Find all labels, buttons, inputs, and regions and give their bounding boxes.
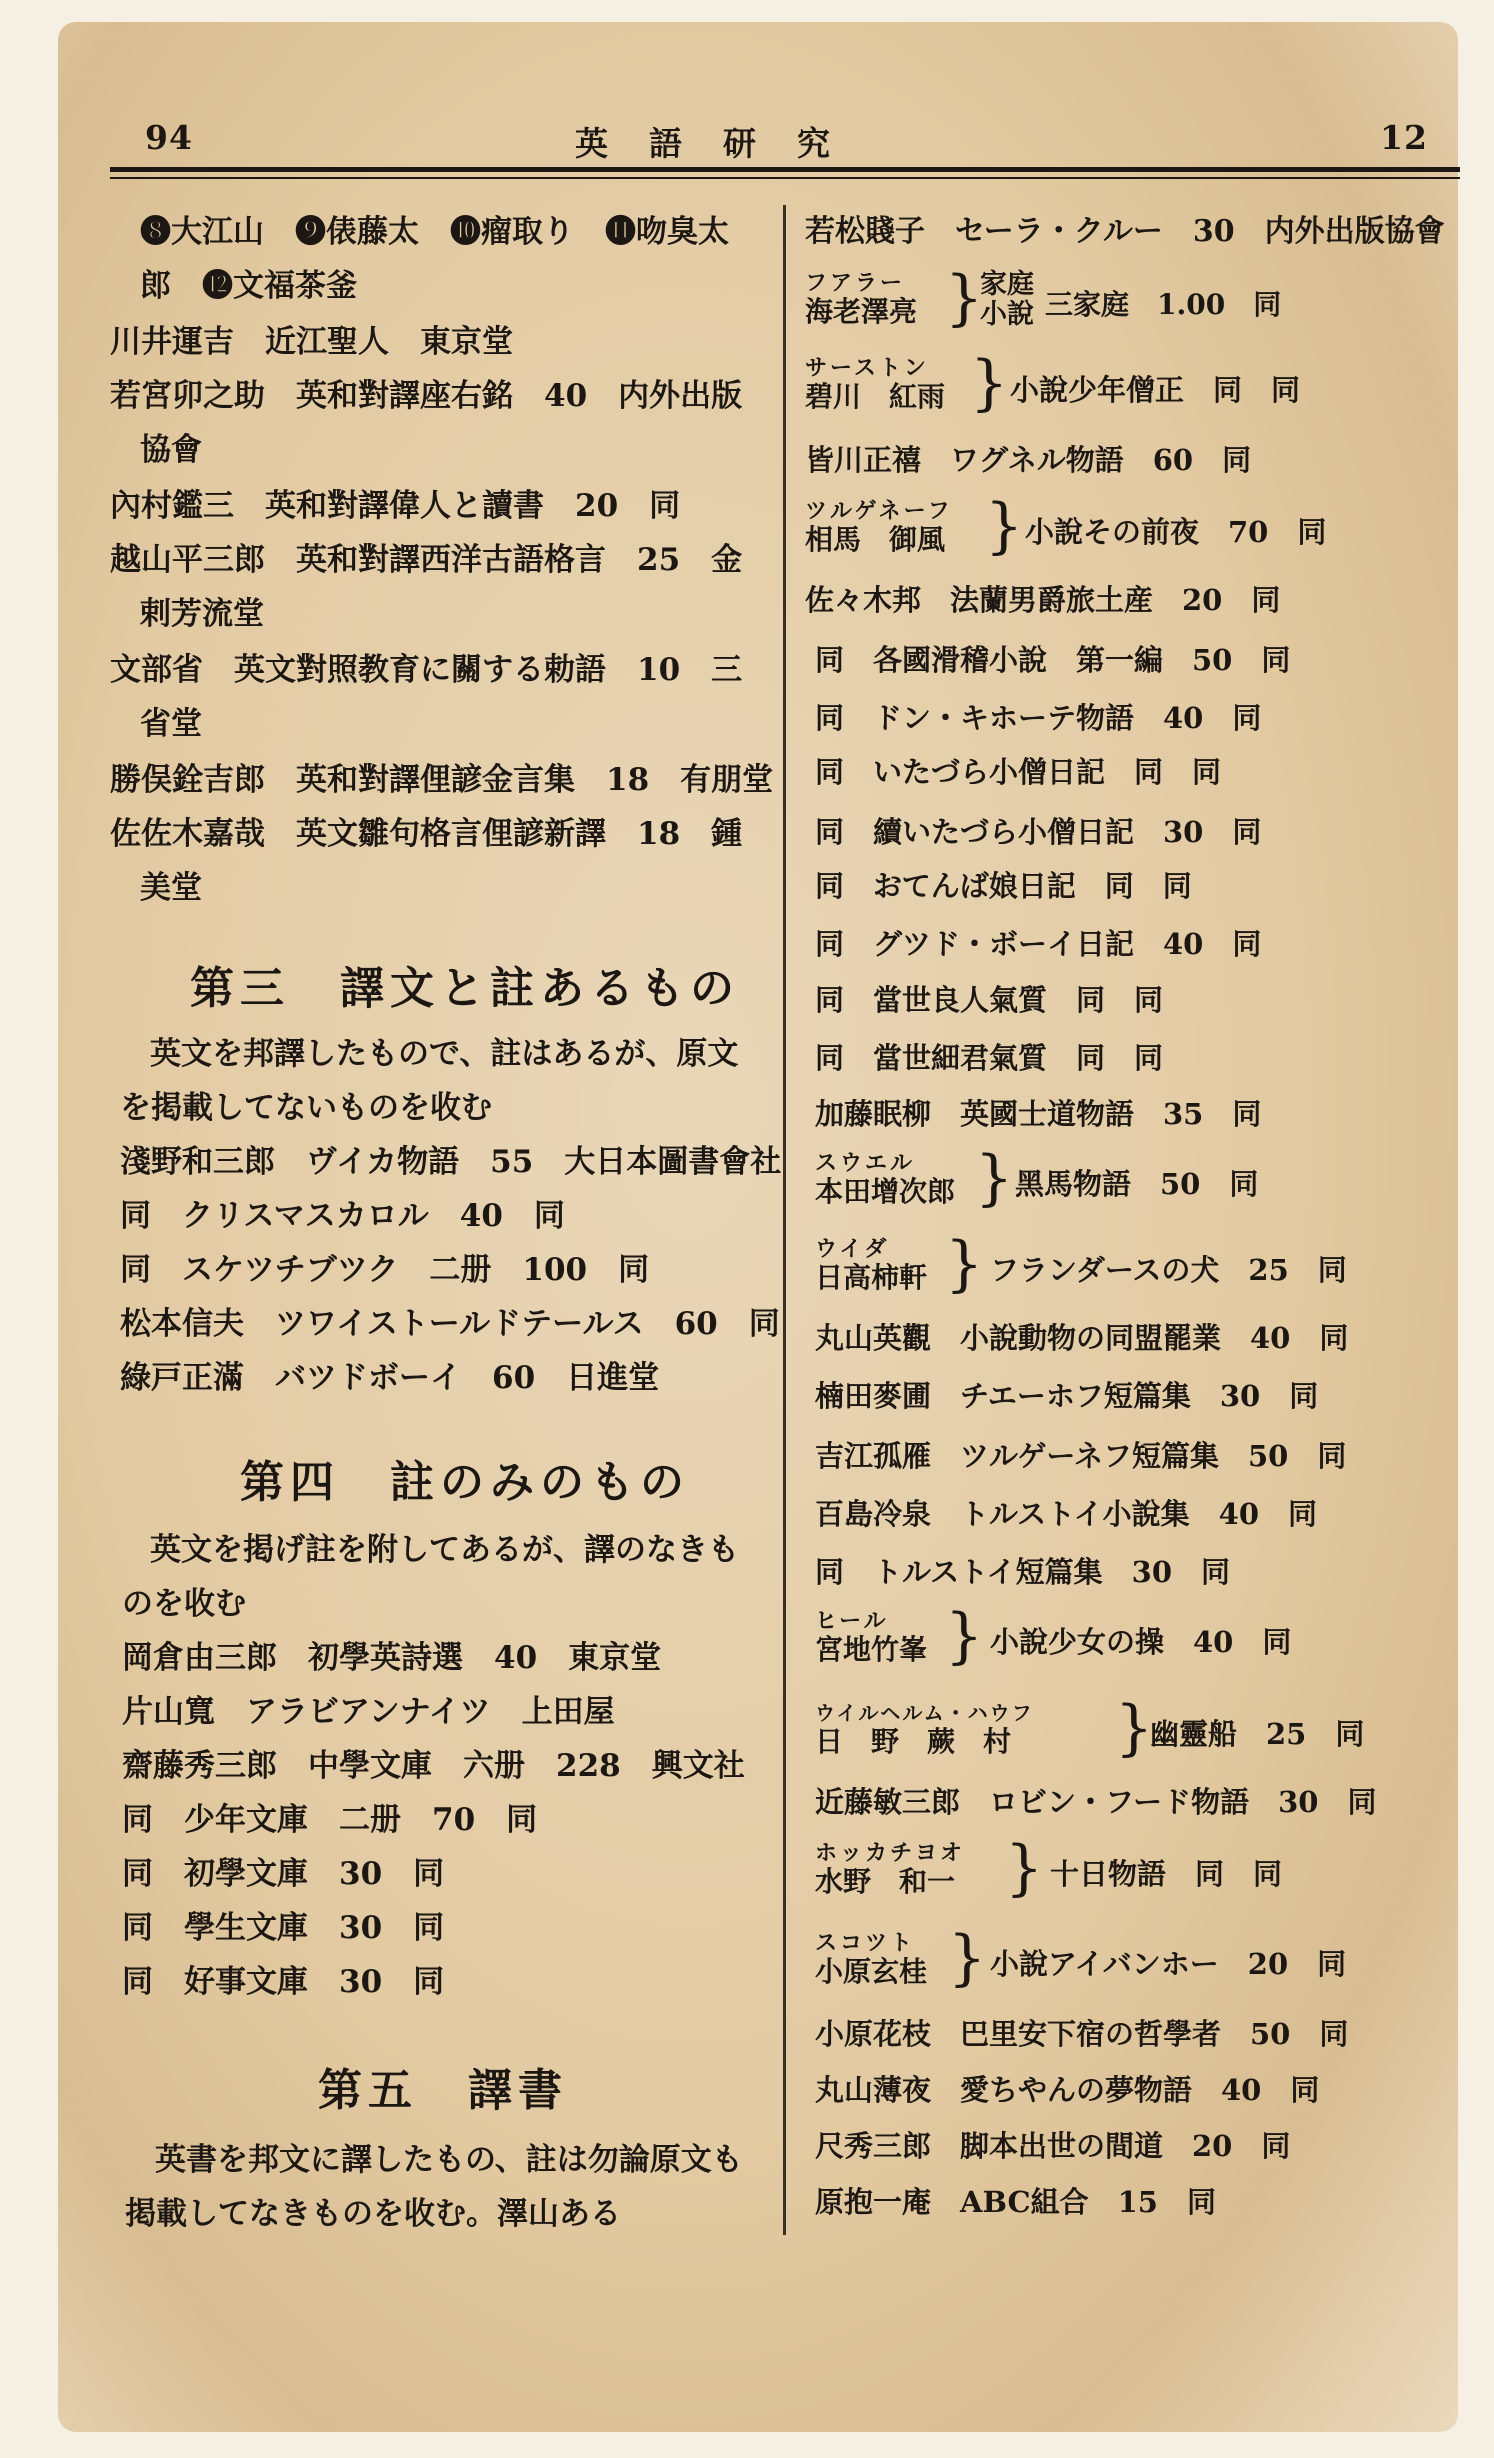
entry: 楠田麥圃 チエーホフ短篇集 30 同	[815, 1379, 1319, 1413]
entry: 片山寬 アラビアンナイツ 上田屋	[122, 1694, 615, 1730]
genre-stack	[980, 270, 1034, 330]
entry-rest: 幽靈船 25 同	[1150, 1717, 1365, 1751]
author-kana: ウイルヘルム・ハウフ	[815, 1701, 1034, 1725]
entry: 勝俣銓吉郎 英和對譯俚諺金言集 18 有朋堂	[110, 762, 774, 798]
translator: 宮地竹峯	[815, 1633, 928, 1666]
brace: }	[945, 1229, 984, 1299]
column-divider	[783, 205, 786, 2235]
translator: 日 野 蕨 村	[815, 1725, 1012, 1758]
entry: 同 續いたづら小僧日記 30 同	[815, 815, 1262, 849]
entry: 同 トルストイ短篇集 30 同	[815, 1555, 1231, 1589]
entry: 綠戸正滿 バツドボーイ 60 日進堂	[120, 1360, 660, 1396]
header-rule-thin	[110, 177, 1460, 179]
entry-cont: 剌芳流堂	[140, 596, 264, 632]
running-header	[0, 0, 1494, 200]
entry-translator-pair	[805, 355, 945, 413]
entry: 川井運吉 近江聖人 東京堂	[110, 324, 513, 360]
brace: }	[970, 348, 1009, 418]
entry: 同 當世細君氣質 同 同	[815, 1041, 1164, 1075]
entry: 吉江孤雁 ツルゲーネフ短篇集 50 同	[815, 1439, 1347, 1473]
entry: 同 スケツチブツク 二册 100 同	[120, 1252, 650, 1288]
section-5-description: 英書を邦文に譯したもの、註は勿論原文も	[155, 2142, 743, 2178]
translator: 小原玄桂	[815, 1955, 928, 1988]
translator: 水野 和一	[815, 1865, 956, 1898]
entry-translator-pair	[815, 1840, 965, 1898]
entry-rest: 小說アイバンホー 20 同	[990, 1947, 1347, 1981]
brace: }	[945, 1601, 984, 1671]
section-3-description: 英文を邦譯したもので、註はあるが、原文	[150, 1036, 739, 1072]
section-4-description: 英文を掲げ註を附してあるが、譯のなきも	[150, 1532, 739, 1568]
brace: }	[948, 1923, 987, 1993]
entry-rest: 三家庭 1.00 同	[1045, 288, 1282, 321]
entry: 同 いたづら小僧日記 同 同	[815, 755, 1222, 789]
author-kana: ヒール	[815, 1608, 889, 1634]
entry: 丸山薄夜 愛ちやんの夢物語 40 同	[815, 2073, 1320, 2107]
translator: 海老澤亮	[805, 295, 918, 328]
entry-translator-pair	[815, 1608, 927, 1666]
entry-translator-pair	[805, 270, 917, 328]
translator: 相馬 御風	[805, 523, 946, 556]
entry: 同 グツド・ボーイ日記 40 同	[815, 927, 1262, 961]
genre: 小說	[980, 299, 1034, 330]
author-kana: スコツト	[815, 1930, 916, 1956]
entry: 岡倉由三郎 初學英詩選 40 東京堂	[122, 1640, 662, 1676]
translator: 本田增次郎	[815, 1175, 956, 1208]
brace: }	[1005, 1833, 1044, 1903]
translator: 碧川 紅雨	[805, 380, 946, 413]
series-list-line: 郎 ⓬文福茶釜	[140, 268, 357, 304]
author-kana: ウイダ	[815, 1236, 890, 1262]
entry: 加藤眠柳 英國士道物語 35 同	[815, 1097, 1262, 1131]
author-kana: サーストン	[805, 355, 929, 381]
entry-translator-pair	[815, 1236, 927, 1294]
brace: }	[975, 1143, 1014, 1213]
section-5-heading: 第五 譯書	[318, 2065, 568, 2116]
entry-rest: フランダースの犬 25 同	[990, 1253, 1347, 1287]
entry: 皆川正禧 ワグネル物語 60 同	[805, 443, 1252, 477]
issue-number: 12	[1380, 118, 1428, 157]
section-4-heading: 第四 註のみのもの	[240, 1457, 690, 1508]
entry: 尺秀三郎 脚本出世の間道 20 同	[815, 2129, 1291, 2163]
entry: 若宮卯之助 英和對譯座右銘 40 内外出版	[110, 378, 743, 414]
entry: 同 おてんば娘日記 同 同	[815, 869, 1192, 903]
brace: }	[1115, 1693, 1154, 1763]
author-kana: ツルゲネーフ	[805, 498, 953, 524]
entry: 同 初學文庫 30 同	[122, 1856, 445, 1892]
entry: 佐々木邦 法蘭男爵旅土産 20 同	[805, 583, 1281, 617]
author-kana: フアラー	[805, 270, 906, 296]
entry: 同 各國滑稽小說 第一編 50 同	[815, 643, 1291, 677]
author-kana: スウエル	[815, 1150, 916, 1176]
section-3-heading: 第三 譯文と註あるもの	[190, 963, 740, 1014]
entry: 同 好事文庫 30 同	[122, 1964, 445, 2000]
brace: }	[985, 491, 1024, 561]
entry: 佐佐木嘉哉 英文雛句格言俚諺新譯 18 鍾	[110, 816, 743, 852]
entry-rest: 小說少女の操 40 同	[990, 1625, 1292, 1659]
translator: 日高柿軒	[815, 1261, 928, 1294]
entry-cont: 省堂	[140, 706, 202, 742]
entry-translator-pair	[805, 498, 953, 556]
entry-rest: 黑馬物語 50 同	[1015, 1167, 1259, 1201]
entry: 文部省 英文對照教育に關する勅語 10 三	[110, 652, 743, 688]
entry-cont: 協會	[140, 432, 202, 468]
header-rule-thick	[110, 167, 1460, 172]
entry: 越山平三郎 英和對譯西洋古語格言 25 金	[110, 542, 743, 578]
page-number-left: 94	[145, 118, 193, 157]
section-3-description: を掲載してないものを收む	[120, 1090, 492, 1126]
entry-translator-pair	[815, 1150, 955, 1208]
entry: 同 クリスマスカロル 40 同	[120, 1198, 565, 1234]
brace: }	[945, 263, 984, 333]
entry: 近藤敏三郎 ロビン・フード物語 30 同	[815, 1785, 1377, 1819]
journal-title: 英 語 研 究	[575, 124, 834, 163]
section-5-description: 掲載してなきものを收む。澤山ある	[125, 2196, 621, 2232]
entry: 丸山英觀 小說動物の同盟罷業 40 同	[815, 1321, 1349, 1355]
entry: 原抱一庵 ABC組合 15 同	[815, 2185, 1216, 2219]
entry: 同 少年文庫 二册 70 同	[122, 1802, 538, 1838]
entry: 百島冷泉 トルストイ小說集 40 同	[815, 1497, 1318, 1531]
entry: 內村鑑三 英和對譯偉人と讀書 20 同	[110, 488, 681, 524]
entry-rest: 小說その前夜 70 同	[1025, 515, 1327, 549]
entry: 若松賤子 セーラ・クルー 30 内外出版協會	[805, 214, 1445, 249]
entry: 松本信夫 ツワイストールドテールス 60 同	[120, 1306, 780, 1342]
entry-translator-pair	[815, 1930, 927, 1988]
entry: 同 ドン・キホーテ物語 40 同	[815, 701, 1262, 735]
entry: 同 當世良人氣質 同 同	[815, 983, 1164, 1017]
entry: 淺野和三郎 ヴイカ物語 55 大日本圖書會社	[120, 1144, 782, 1180]
entry-rest: 小說少年僧正 同 同	[1010, 373, 1301, 407]
section-4-description: のを收む	[122, 1586, 246, 1622]
series-list-line: ❽大江山 ❾俵藤太 ❿瘤取り ⓫吻臭太	[140, 214, 729, 250]
entry-rest: 十日物語 同 同	[1050, 1857, 1283, 1891]
entry: 齋藤秀三郎 中學文庫 六册 228 興文社	[122, 1748, 745, 1784]
entry-cont: 美堂	[140, 870, 202, 906]
entry: 小原花枝 巴里安下宿の哲學者 50 同	[815, 2017, 1349, 2051]
author-kana: ホッカチヨオ	[815, 1840, 966, 1866]
entry: 同 學生文庫 30 同	[122, 1910, 445, 1946]
entry-translator-pair	[815, 1700, 1034, 1758]
genre: 家庭	[980, 269, 1034, 300]
